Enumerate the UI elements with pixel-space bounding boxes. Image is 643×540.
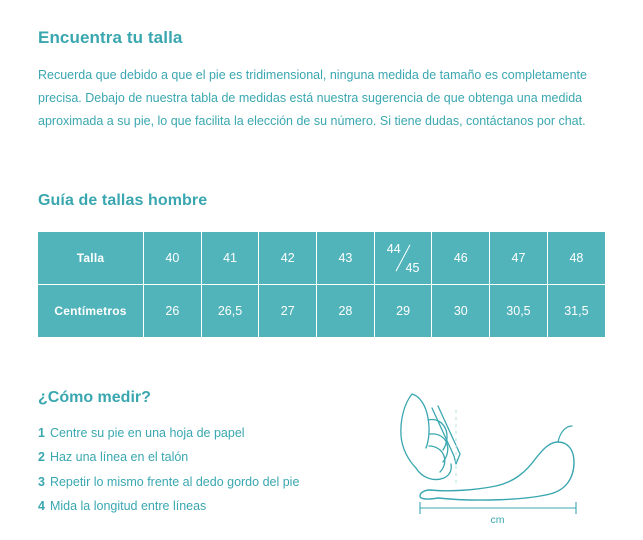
cm-cell: 31,5 <box>547 284 605 337</box>
talla-cell: 48 <box>547 232 605 285</box>
talla-cell: 47 <box>490 232 548 285</box>
step-text: Mida la longitud entre líneas <box>49 499 207 513</box>
table-row <box>38 232 605 285</box>
table-row <box>38 284 605 337</box>
talla-cell: 43 <box>317 232 375 285</box>
table-row-label-centimetros: Centímetros <box>38 284 144 337</box>
unit-label: cm <box>490 514 505 526</box>
talla-cell-split-bottom: 45 <box>405 260 420 275</box>
cm-cell: 29 <box>374 284 432 337</box>
talla-cell: 46 <box>432 232 490 285</box>
talla-cell-split-top: 44 <box>386 241 401 256</box>
step-number: 4 <box>38 499 45 513</box>
talla-cell: 42 <box>259 232 317 285</box>
cm-cell: 30,5 <box>490 284 548 337</box>
measure-title: ¿Cómo medir? <box>38 388 151 406</box>
size-table <box>38 232 605 337</box>
cm-cell: 26 <box>144 284 202 337</box>
foot-icon <box>390 386 605 526</box>
cm-cell: 26,5 <box>201 284 259 337</box>
cm-cell: 28 <box>317 284 375 337</box>
cm-cell: 30 <box>432 284 490 337</box>
intro-paragraph: Recuerda que debido a que el pie es tridimensional, ninguna medida de tamaño es completamente precisa. Debajo de nuestra tabla de medidas está nuestra sugerencia de que obtenga una medida aproximada a su pie, lo que facilita la elección de su número. Si tiene dudas, contáctanos por chat. <box>38 68 587 129</box>
size-guide-title: Guía de tallas hombre <box>38 191 208 209</box>
step-number: 2 <box>38 450 45 465</box>
step-number: 1 <box>38 425 45 440</box>
step-text: Centre su pie en una hoja de papel <box>49 425 245 440</box>
step-text: Repetir lo mismo frente al dedo gordo del pie <box>49 474 300 489</box>
page-title: Encuentra tu talla <box>38 28 183 47</box>
talla-cell: 41 <box>201 232 259 285</box>
cm-cell: 27 <box>259 284 317 337</box>
talla-cell-split <box>374 232 432 285</box>
talla-cell: 40 <box>144 232 202 285</box>
table-row-label-talla: Talla <box>38 232 144 285</box>
step-number: 3 <box>38 474 45 489</box>
foot-measure-illustration <box>390 386 605 526</box>
step-text: Haz una línea en el talón <box>49 450 189 465</box>
